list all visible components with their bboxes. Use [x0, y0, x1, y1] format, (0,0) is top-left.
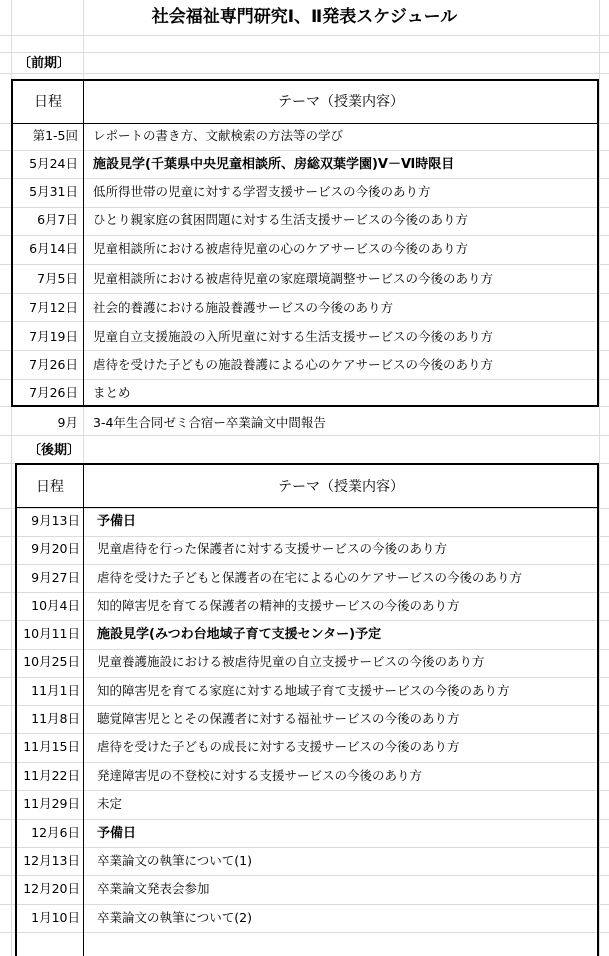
row-theme: 低所得世帯の児童に対する学習支援サービスの今後のあり方	[93, 184, 431, 199]
gridline	[0, 435, 609, 436]
row-theme: 児童自立支援施設の入所児童に対する生活支援サービスの今後のあり方	[93, 329, 494, 344]
row-theme: 社会的養護における施設養護サービスの今後のあり方	[93, 300, 394, 315]
header-divider	[12, 123, 598, 124]
row-theme: 虐待を受けた子どもの施設養護による心のケアサービスの今後のあり方	[93, 357, 494, 372]
row-theme: 予備日	[97, 514, 137, 529]
header-theme: テーマ（授業内容）	[278, 94, 404, 110]
row-theme: 児童相談所における被虐待児童の心のケアサービスの今後のあり方	[93, 241, 469, 256]
row-theme: 卒業論文の執筆について(2)	[97, 910, 252, 925]
row-theme: ひとり親家庭の貧困問題に対する生活支援サービスの今後のあり方	[93, 212, 469, 227]
gridline	[0, 73, 609, 74]
row-theme: 児童相談所における被虐待児童の家庭環境調整サービスの今後のあり方	[93, 271, 494, 286]
row-date: 12月6日	[31, 825, 80, 840]
row-theme: 卒業論文の執筆について(1)	[97, 853, 252, 868]
header-date: 日程	[34, 94, 62, 110]
row-date: 10月11日	[23, 626, 80, 641]
extra-theme: 3-4年生合同ゼミ合宿ー卒業論文中間報告	[93, 415, 326, 430]
row-date: 第1-5回	[32, 128, 78, 143]
row-date: 11月1日	[31, 683, 80, 698]
row-theme: 虐待を受けた子どもと保護者の在宅による心のケアサービスの今後のあり方	[97, 570, 523, 585]
row-theme: 卒業論文発表会参加	[97, 881, 210, 896]
row-date: 7月26日	[29, 357, 78, 372]
row-theme: 発達障害児の不登校に対する支援サービスの今後のあり方	[97, 768, 423, 783]
row-theme: 施設見学(千葉県中央児童相談所、房総双葉学園)Ⅴ－Ⅵ時限目	[93, 157, 455, 172]
row-theme: 虐待を受けた子どもの成長に対する支援サービスの今後のあり方	[97, 739, 460, 754]
row-date: 11月29日	[23, 796, 80, 811]
row-theme: 未定	[97, 796, 123, 811]
row-date: 5月31日	[29, 184, 78, 199]
row-theme: 施設見学(みつわ台地域子育て支援センター)予定	[97, 627, 382, 642]
row-date: 9月20日	[31, 541, 80, 556]
row-date: 6月7日	[37, 212, 78, 227]
section-label-second: 〔後期〕	[28, 443, 81, 458]
row-date: 10月25日	[23, 654, 80, 669]
row-date: 9月27日	[31, 570, 80, 585]
header-theme: テーマ（授業内容）	[278, 479, 404, 495]
row-date: 10月4日	[31, 598, 80, 613]
row-theme: 児童養護施設における被虐待児童の自立支援サービスの今後のあり方	[97, 654, 485, 669]
gridline	[599, 0, 600, 956]
row-date: 7月5日	[37, 271, 78, 286]
gridline	[0, 35, 609, 36]
row-date: 9月13日	[31, 513, 80, 528]
column-divider	[83, 80, 84, 406]
page-title: 社会福祉専門研究Ⅰ、Ⅱ発表スケジュール	[151, 7, 458, 27]
header-date: 日程	[36, 479, 64, 495]
header-divider	[16, 507, 598, 508]
row-theme: 聴覚障害児ととその保護者に対する福祉サービスの今後のあり方	[97, 711, 460, 726]
row-theme: 知的障害児を育てる家庭に対する地域子育て支援サービスの今後のあり方	[97, 683, 510, 698]
row-theme: まとめ	[93, 385, 131, 400]
row-date: 12月13日	[23, 853, 80, 868]
column-divider	[83, 464, 84, 956]
row-date: 6月14日	[29, 241, 78, 256]
row-date: 7月19日	[29, 329, 78, 344]
extra-date: 9月	[57, 415, 78, 430]
row-date: 11月8日	[31, 711, 80, 726]
section-label-first: 〔前期〕	[18, 56, 71, 71]
row-date: 5月24日	[29, 156, 78, 171]
row-date: 7月12日	[29, 300, 78, 315]
row-theme: 児童虐待を行った保護者に対する支援サービスの今後のあり方	[97, 541, 448, 556]
row-theme: 予備日	[97, 826, 137, 841]
row-theme: レポートの書き方、文献検索の方法等の学び	[93, 128, 344, 143]
row-date: 1月10日	[31, 910, 80, 925]
row-date: 12月20日	[23, 881, 80, 896]
row-date: 11月22日	[23, 768, 80, 783]
gridline	[0, 52, 609, 53]
row-date: 11月15日	[23, 739, 80, 754]
row-theme: 知的障害児を育てる保護者の精神的支援サービスの今後のあり方	[97, 598, 460, 613]
row-date: 7月26日	[29, 385, 78, 400]
